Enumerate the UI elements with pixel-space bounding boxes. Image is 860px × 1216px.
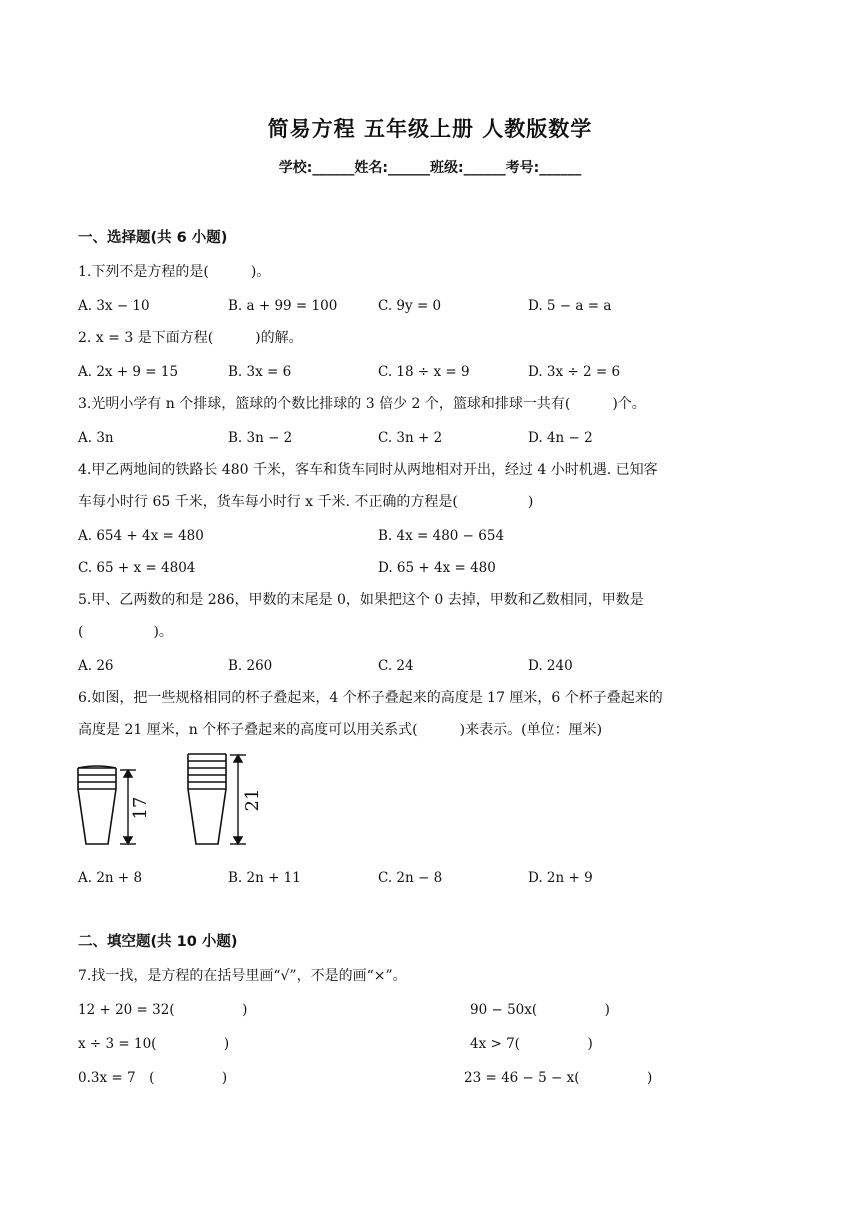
stacked-cups-figure [74,752,274,852]
q2-option-c: C. 18 ÷ x = 9 [378,364,470,380]
q7-item-2: 90 − 50x( ) [470,1002,610,1018]
question-2-stem: 2. x = 3 是下面方程( )的解。 [78,330,303,346]
q6-option-a: A. 2n + 8 [78,870,143,886]
question-1-stem: 1.下列不是方程的是( )。 [78,264,271,280]
q4-option-a: A. 654 + 4x = 480 [78,528,204,544]
q2-option-a: A. 2x + 9 = 15 [78,364,179,380]
q7-item-1: 12 + 20 = 32( ) [78,1002,248,1018]
question-5-stem-line2: ( )。 [78,624,173,640]
q5-option-d: D. 240 [528,658,573,674]
q5-option-c: C. 24 [378,658,414,674]
q6-option-b: B. 2n + 11 [228,870,301,886]
q4-option-d: D. 65 + 4x = 480 [378,560,496,576]
cup-stack-4 [78,766,116,844]
fig-label-21: 21 [242,788,263,812]
q1-option-b: B. a + 99 = 100 [228,298,338,314]
question-3-stem: 3.光明小学有 n 个排球，篮球的个数比排球的 3 倍少 2 个，篮球和排球一共有( )个。 [78,396,646,412]
q1-option-d: D. 5 − a = a [528,298,612,314]
page-title: 简易方程 五年级上册 人教版数学 [267,117,593,141]
q3-option-d: D. 4n − 2 [528,430,593,446]
question-4-stem-line2: 车每小时行 65 千米，货车每小时行 x 千米. 不正确的方程是( ) [78,494,534,510]
question-4-stem-line1: 4.甲乙两地间的铁路长 480 千米，客车和货车同时从两地相对开出，经过 4 小时机遇. 已知客 [78,462,658,478]
q1-option-c: C. 9y = 0 [378,298,442,314]
q2-option-b: B. 3x = 6 [228,364,292,380]
q6-option-c: C. 2n − 8 [378,870,443,886]
question-6-stem-line1: 6.如图，把一些规格相同的杯子叠起来，4 个杯子叠起来的高度是 17 厘米，6 个杯子叠起来的 [78,690,663,706]
question-7-stem: 7.找一找，是方程的在括号里画“√”，不是的画“×”。 [78,968,407,984]
cup-stack-6 [188,754,226,844]
q7-item-3: x ÷ 3 = 10( ) [78,1036,230,1052]
student-info-line: 学校:______姓名:______班级:______考号:______ [278,160,582,176]
q3-option-a: A. 3n [78,430,114,446]
q4-option-c: C. 65 + x = 4804 [78,560,196,576]
q1-option-a: A. 3x − 10 [78,298,150,314]
q7-item-6: 23 = 46 − 5 − x( ) [464,1070,653,1086]
q5-option-b: B. 260 [228,658,273,674]
section-heading-fill: 二、填空题(共 10 小题) [78,934,238,950]
fig-label-17: 17 [130,796,151,820]
q5-option-a: A. 26 [78,658,114,674]
question-6-stem-line2: 高度是 21 厘米，n 个杯子叠起来的高度可以用关系式( )来表示。(单位：厘米) [78,722,603,738]
q7-item-4: 4x > 7( ) [470,1036,593,1052]
section-heading-choice: 一、选择题(共 6 小题) [78,230,228,246]
q4-option-b: B. 4x = 480 − 654 [378,528,505,544]
q3-option-b: B. 3n − 2 [228,430,293,446]
q3-option-c: C. 3n + 2 [378,430,443,446]
question-5-stem-line1: 5.甲、乙两数的和是 286，甲数的末尾是 0，如果把这个 0 去掉，甲数和乙数相同，甲数是 [78,592,644,608]
q7-item-5: 0.3x = 7 ( ) [78,1070,228,1086]
q2-option-d: D. 3x ÷ 2 = 6 [528,364,621,380]
q6-option-d: D. 2n + 9 [528,870,593,886]
